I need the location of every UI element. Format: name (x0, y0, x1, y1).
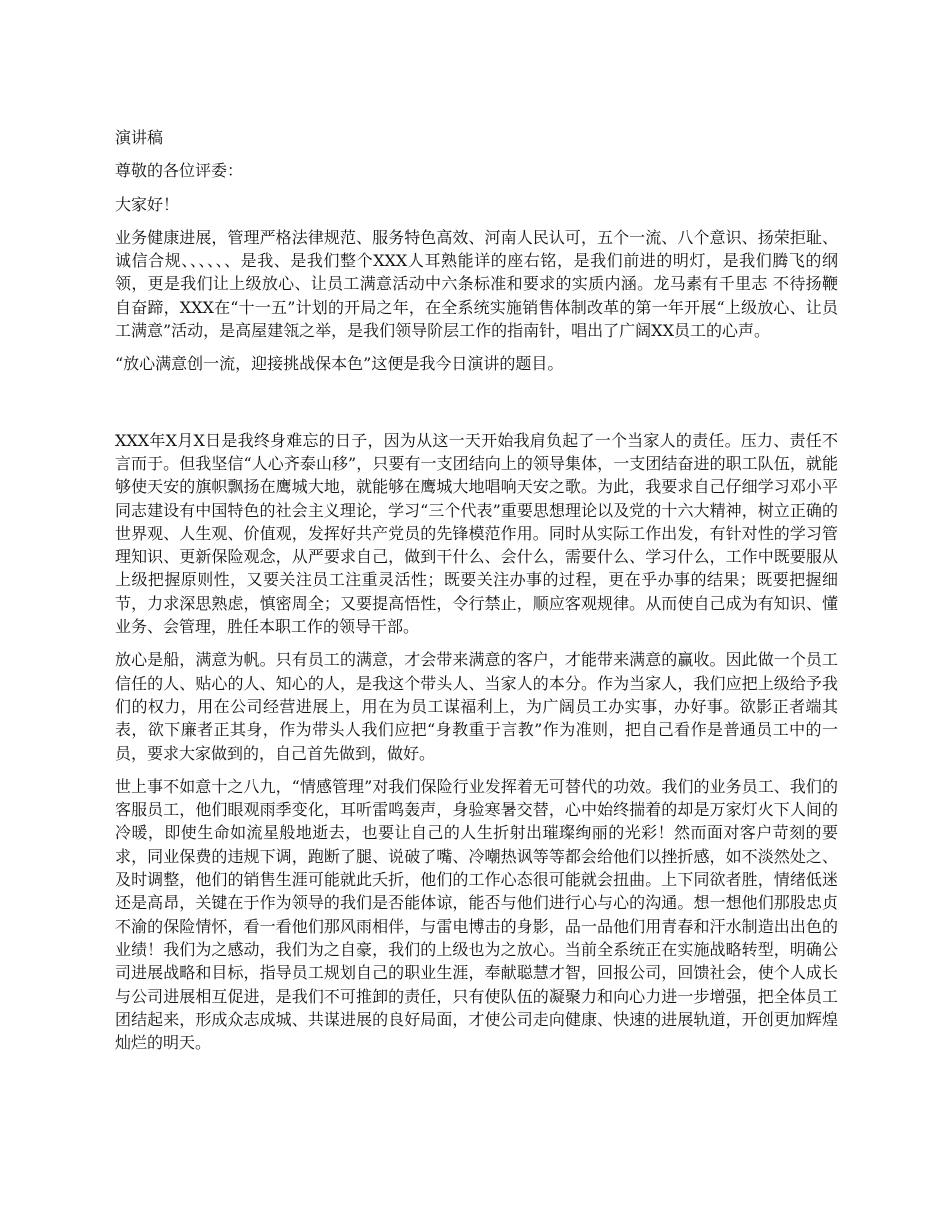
paragraph-satisfaction: 放心是船，满意为帆。只有员工的满意，才会带来满意的客户，才能带来满意的赢收。因此做一个员工信任的人、贴心的人、知心的人，是我这个带头人、当家人的本分。作为当家人，我们应把上级给予我们的权力，用在公司经营进展上，用在为员工谋福利上，为广阔员工办实事，办好事。欲影正者端其表，欲下廉者正其身，作为带头人我们应把“身教重于言教”作为准则，把自己看作是普通员工中的一员，要求大家做到的，自己首先做到，做好。 (115, 650, 838, 763)
speech-document (115, 126, 838, 1064)
document-title: 演讲稿 (115, 128, 164, 147)
greeting: 大家好！ (115, 194, 180, 214)
paragraph-emotional-management: 世上事不如意十之八九，“情感管理”对我们保险行业发挥着无可替代的功效。我们的业务员工、我们的客服员工，他们眼观雨季变化，耳听雷鸣轰声，身验寒暑交替，心中始终揣着的却是万家灯火下人间的冷暖，即使生命如流星般地逝去，也要让自己的人生折射出璀璨绚丽的光彩！然而面对客户苛刻的要求，同业保费的违规下调，跑断了腿、说破了嘴、冷嘲热讽等等都会给他们以挫折感，如不淡然处之、及时调整，他们的销售生涯可能就此夭折，他们的工作心态很可能就会扭曲。上下同欲者胜，情绪低迷还是高昂，关键在于作为领导的我们是否能体谅，能否与他们进行心与心的沟通。想一想他们那股忠贞不渝的保险情怀，看一看他们那风雨相伴，与雷电博击的身影，品一品他们用青春和汗水制造出出色的业绩！我们为之感动，我们为之自豪，我们的上级也为之放心。当前全系统正在实施战略转型，明确公司进展战略和目标，指导员工规划自己的职业生涯，奉献聪慧才智，回报公司，回馈社会，使个人成长与公司进展相互促进，是我们不可推卸的责任，只有使队伍的凝聚力和向心力进一步增强，把全体员工团结起来，形成众志成城、共谋进展的良好局面，才使公司走向健康、快速的进展轨道，开创更加辉煌灿烂的明天。 (115, 776, 838, 1053)
paragraph-topic: “放心满意创一流，迎接挑战保本色”这便是我今日演讲的题目。 (115, 354, 564, 374)
paragraph-intro: 业务健康进展，管理严格法律规范、服务特色高效、河南人民认可，五个一流、八个意识、扬荣拒耻、诚信合规、、、、、、是我、是我们整个XXX人耳熟能详的座右铭，是我们前进的明灯，是我们腾飞的纲领，更是我们让上级放心、让员工满意活动中六条标准和要求的实质内涵。龙马素有千里志 不待扬鞭自奋蹄，XXX在“十一五”计划的开局之年，在全系统实施销售体制改革的第一年开展“上级放心、让员工满意”活动，是高屋建瓴之举，是我们领导阶层工作的指南针，唱出了广阔XX员工的心声。 (115, 227, 838, 341)
paragraph-responsibility: XXX年X月X日是我终身难忘的日子，因为从这一天开始我肩负起了一个当家人的责任。压力、责任不言而于。但我坚信“人心齐泰山移”，只要有一支团结向上的领导集体，一支团结奋进的职工队伍，就能够使天安的旗帜飘扬在鹰城大地，就能够在鹰城大地唱响天安之歌。为此，我要求自己仔细学习邓小平同志建设有中国特色的社会主义理论，学习“三个代表”重要思想理论以及党的十六大精神，树立正确的世界观、人生观、价值观，发挥好共产党员的先锋模范作用。同时从实际工作出发，有针对性的学习管理知识、更新保险观念，从严要求自己，做到干什么、会什么，需要什么、学习什么，工作中既要服从上级把握原则性，又要关注员工注重灵活性；既要关注办事的过程，更在乎办事的结果；既要把握细节，力求深思熟虑，慎密周全；又要提高悟性，令行禁止，顺应客观规律。从而使自己成为有知识、懂业务、会管理，胜任本职工作的领导干部。 (115, 430, 838, 637)
section-spacer (115, 386, 838, 429)
salutation: 尊敬的各位评委： (115, 161, 244, 181)
